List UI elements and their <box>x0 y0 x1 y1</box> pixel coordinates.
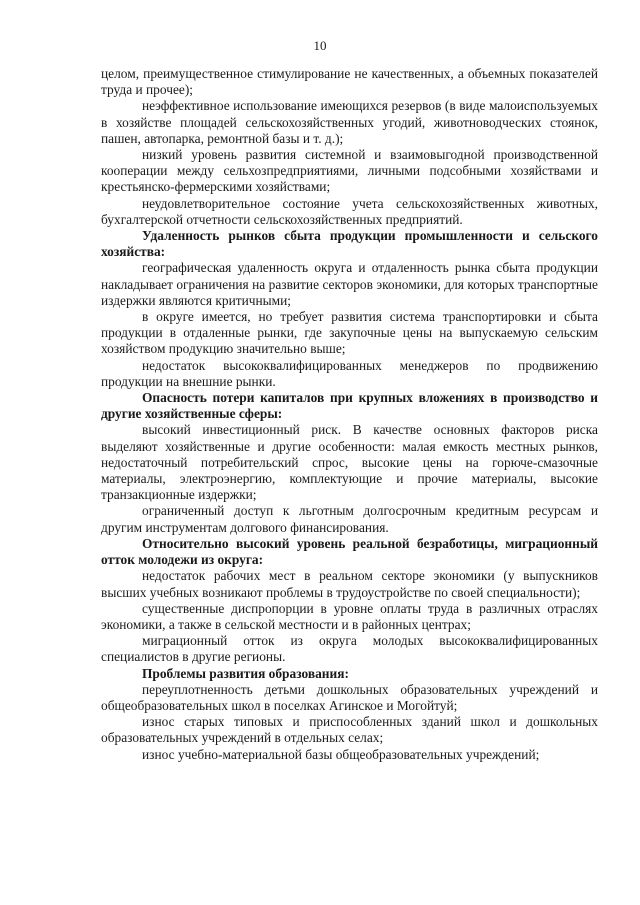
paragraph: миграционный отток из округа молодых высококвалифицированных специалистов в другие регионы. <box>101 633 598 665</box>
paragraph: неудовлетворительное состояние учета сельскохозяйственных животных, бухгалтерской отчетности сельскохозяйственных предприятий. <box>101 195 598 227</box>
paragraph: высокий инвестиционный риск. В качестве основных факторов риска выделяют хозяйственные и другие особенности: малая емкость местных рынков, недостаточный потребительский спрос, высокие цены на горюче-смазочные материалы, электроэнергию, комплектующие и прочие материалы, высокие транзакционные издержки; <box>101 422 598 503</box>
paragraph: географическая удаленность округа и отдаленность рынка сбыта продукции накладывает ограничения на развитие секторов экономики, для которых транспортные издержки являются критичными; <box>101 260 598 308</box>
paragraph: износ учебно-материальной базы общеобразовательных учреждений; <box>142 746 540 762</box>
paragraph: существенные диспропорции в уровне оплаты труда в различных отраслях экономики, а также в сельской местности и в районных центрах; <box>101 600 598 632</box>
paragraph: износ старых типовых и приспособленных зданий школ и дошкольных образовательных учреждений в отдельных селах; <box>101 714 598 746</box>
body-text <box>101 66 598 763</box>
section-heading: Удаленность рынков сбыта продукции промышленности и сельского хозяйства: <box>101 228 598 260</box>
paragraph: в округе имеется, но требует развития система транспортировки и сбыта продукции в отдаленные рынки, где закупочные цены на выпускаемую сельским хозяйством продукцию значительно выше; <box>101 309 598 357</box>
paragraph: недостаток высококвалифицированных менеджеров по продвижению продукции на внешние рынки. <box>101 357 598 389</box>
paragraph: недостаток рабочих мест в реальном секторе экономики (у выпускников высших учебных возникают проблемы в трудоустройстве по своей специальности); <box>101 568 598 600</box>
section-heading: Проблемы развития образования: <box>142 665 349 681</box>
paragraph: целом, преимущественное стимулирование не качественных, а объемных показателей труда и прочее); <box>101 66 598 98</box>
paragraph: неэффективное использование имеющихся резервов (в виде малоиспользуемых в хозяйстве площадей сельскохозяйственных угодий, животноводческих стоянок, пашен, автопарка, ремонтной базы и т. д.); <box>101 98 598 146</box>
section-heading: Опасность потери капиталов при крупных вложениях в производство и другие хозяйственные сферы: <box>101 390 598 422</box>
paragraph: низкий уровень развития системной и взаимовыгодной производственной кооперации между сельхозпредприятиями, личными подсобными хозяйствами и крестьянско-фермерскими хозяйствами; <box>101 147 598 195</box>
paragraph: переуплотненность детьми дошкольных образовательных учреждений и общеобразовательных школ в поселках Агинское и Могойтуй; <box>101 681 598 713</box>
section-heading: Относительно высокий уровень реальной безработицы, миграционный отток молодежи из округа: <box>101 535 598 568</box>
paragraph: ограниченный доступ к льготным долгосрочным кредитным ресурсам и другим инструментам долгового финансирования. <box>101 503 598 535</box>
page-number: 10 <box>313 38 327 53</box>
